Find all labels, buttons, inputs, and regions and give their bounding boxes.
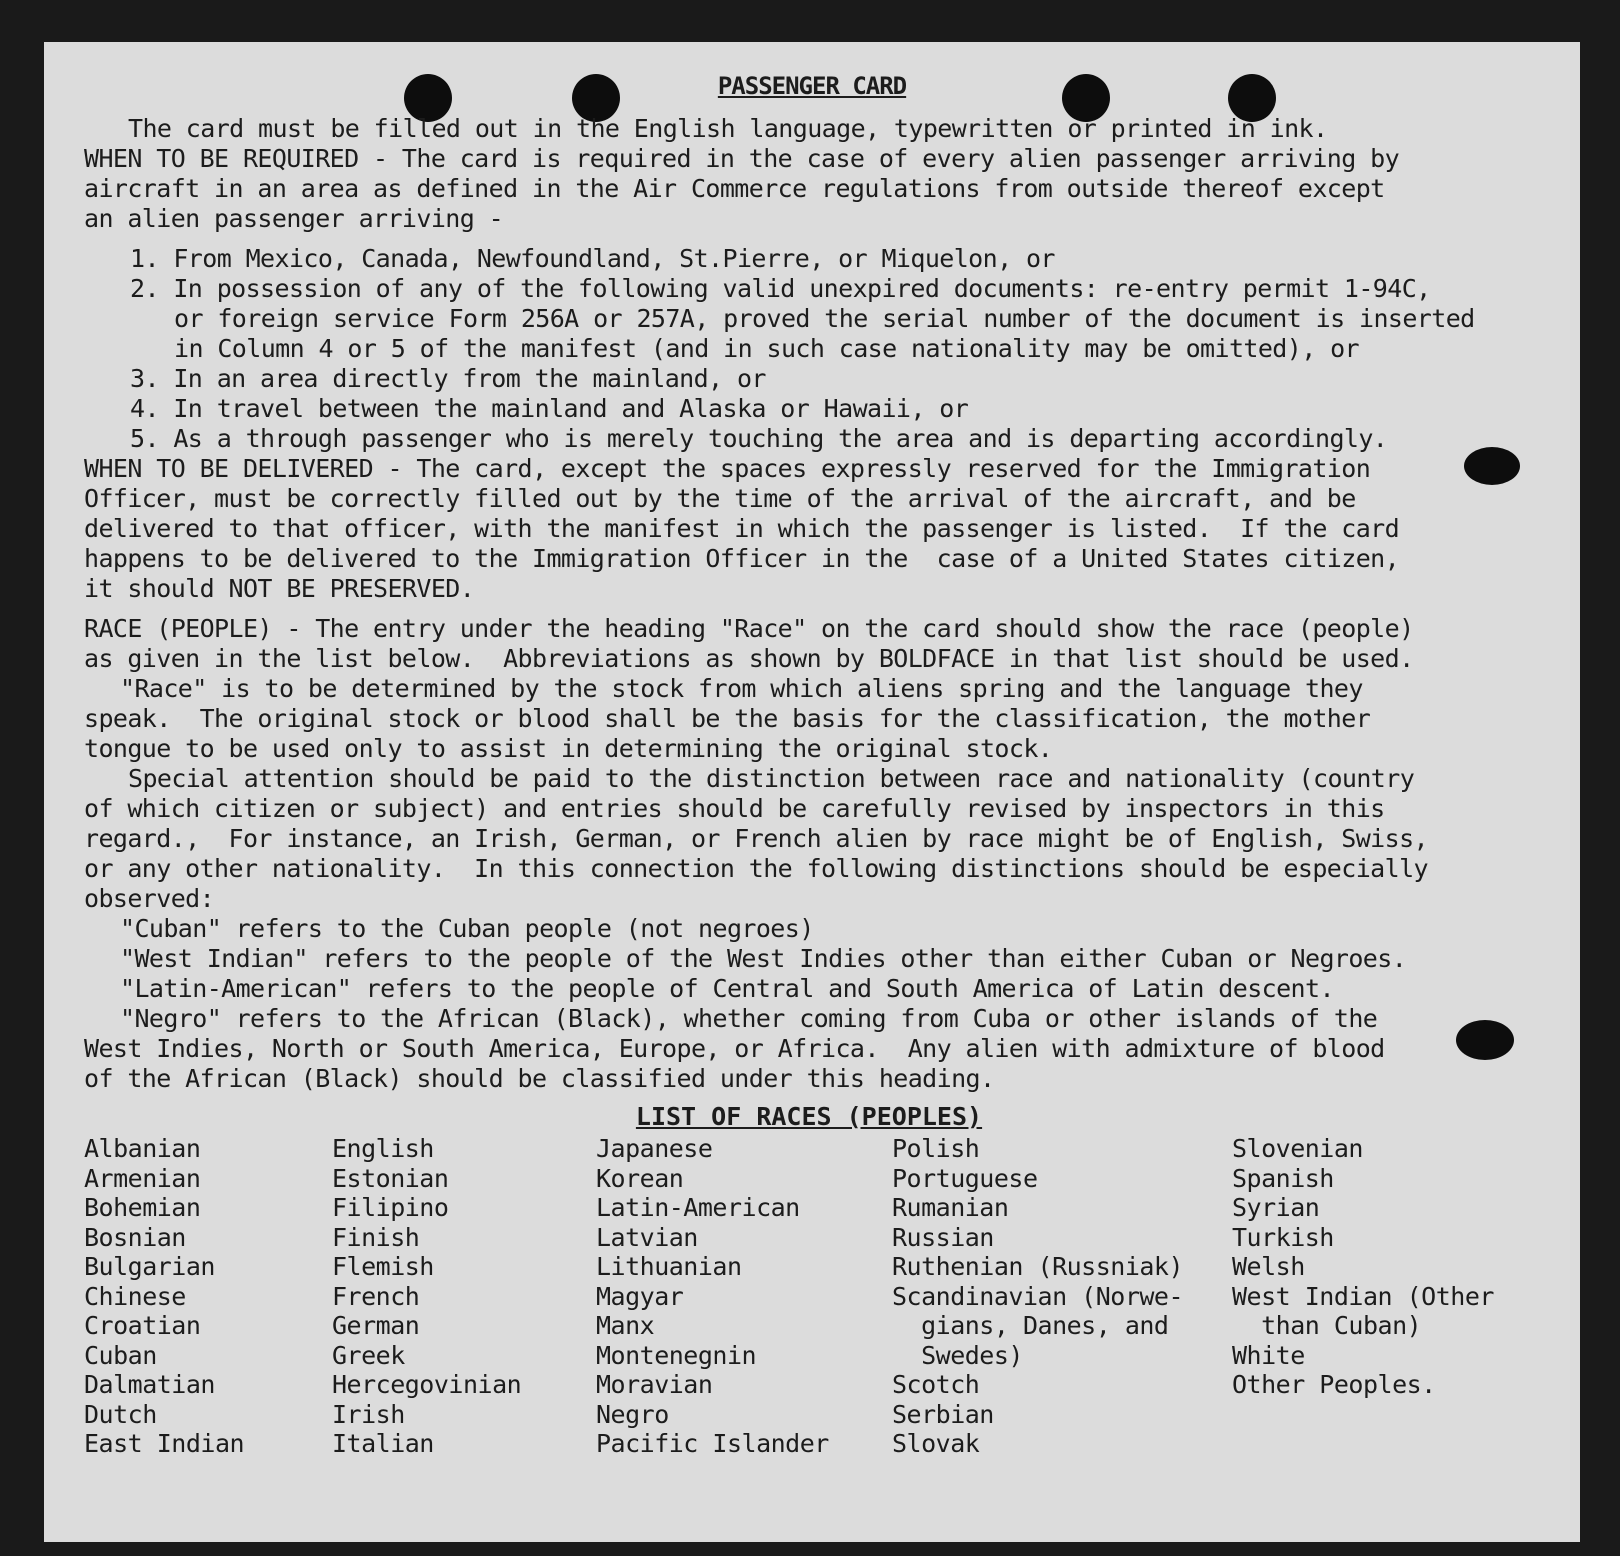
race-entry: Russian: [892, 1222, 994, 1252]
race-entry: Dalmatian: [84, 1370, 215, 1399]
race-entry: Portuguese: [892, 1163, 1038, 1193]
page-title: PASSENGER CARD: [717, 72, 907, 100]
races-list-title: LIST OF RACES (PEOPLES): [635, 1102, 983, 1131]
race-line: speak. The original stock or blood shall be the basis for the classification, the mother: [84, 704, 1371, 733]
race-line: West Indies, North or South America, Europe, or Africa. Any alien with admixture of blood: [84, 1034, 1385, 1063]
race-entry: Manx: [596, 1311, 655, 1340]
races-column-2: [332, 1134, 596, 1459]
race-line: "West Indian" refers to the people of the West Indies other than either Cuban or Negroes.: [120, 944, 1407, 973]
exception-item: 2. In possession of any of the following valid unexpired documents: re-entry permit 1-94C,: [130, 274, 1431, 303]
race-entry: Albanian: [84, 1134, 201, 1163]
race-entry: Estonian: [332, 1163, 449, 1193]
delivered-line: Officer, must be correctly filled out by the time of the arrival of the aircraft, and be: [84, 484, 1356, 513]
race-entry: Scotch: [892, 1370, 980, 1399]
races-column-3: [596, 1134, 892, 1459]
race-entry: Montenegnin: [596, 1340, 757, 1370]
race-entry: White: [1232, 1340, 1305, 1370]
delivered-line: it should NOT BE PRESERVED.: [84, 574, 475, 603]
race-entry: Flemish: [332, 1252, 434, 1281]
race-line: or any other nationality. In this connection the following distinctions should be especially: [84, 854, 1428, 883]
race-entry: Armenian: [84, 1163, 201, 1193]
race-entry: Serbian: [892, 1399, 994, 1429]
exception-item: in Column 4 or 5 of the manifest (and in such case nationality may be omitted), or: [174, 334, 1360, 363]
race-entry: Filipino: [332, 1193, 449, 1222]
races-list: [84, 1134, 1554, 1459]
race-entry: Bulgarian: [84, 1252, 215, 1281]
race-entry: East Indian: [84, 1429, 245, 1458]
race-line: observed:: [84, 884, 215, 913]
required-line: WHEN TO BE REQUIRED - The card is required in the case of every alien passenger arriving by: [84, 144, 1400, 173]
race-line: of the African (Black) should be classified under this heading.: [84, 1064, 995, 1093]
race-entry: Rumanian: [892, 1193, 1009, 1222]
exception-item: or foreign service Form 256A or 257A, proved the serial number of the document is inserted: [174, 304, 1475, 333]
race-entry: Syrian: [1232, 1193, 1320, 1222]
race-entry: Magyar: [596, 1281, 684, 1311]
race-line: tongue to be used only to assist in determining the original stock.: [84, 734, 1053, 763]
race-entry: Latin-American: [596, 1193, 800, 1222]
race-entry: Bosnian: [84, 1222, 186, 1252]
race-entry: Cuban: [84, 1340, 157, 1370]
delivered-line: happens to be delivered to the Immigration Officer in the case of a United States citizen,: [84, 544, 1400, 573]
race-entry: Swedes): [892, 1340, 1023, 1370]
passenger-card-sheet: [44, 42, 1580, 1542]
race-line: of which citizen or subject) and entries should be carefully revised by inspectors in this: [84, 794, 1385, 823]
exception-item: 1. From Mexico, Canada, Newfoundland, St.Pierre, or Miquelon, or: [130, 244, 1055, 273]
exception-item: 3. In an area directly from the mainland, or: [130, 364, 766, 393]
race-entry: Polish: [892, 1134, 980, 1163]
race-entry: Welsh: [1232, 1252, 1305, 1281]
race-line: "Negro" refers to the African (Black), whether coming from Cuba or other islands of the: [120, 1004, 1378, 1033]
required-line: aircraft in an area as defined in the Air Commerce regulations from outside thereof except: [84, 174, 1385, 203]
required-line: an alien passenger arriving -: [84, 204, 504, 233]
race-entry: Other Peoples.: [1232, 1370, 1436, 1399]
race-line: Special attention should be paid to the distinction between race and nationality (country: [128, 764, 1415, 793]
race-entry: Bohemian: [84, 1193, 201, 1222]
intro-line: The card must be filled out in the English language, typewritten or printed in ink.: [128, 114, 1328, 143]
race-entry: Negro: [596, 1399, 669, 1429]
race-entry: Latvian: [596, 1222, 698, 1252]
delivered-line: delivered to that officer, with the manifest in which the passenger is listed. If the card: [84, 514, 1400, 543]
race-entry: Japanese: [596, 1134, 713, 1163]
exception-item: 4. In travel between the mainland and Alaska or Hawaii, or: [130, 394, 969, 423]
race-entry: Finish: [332, 1222, 420, 1252]
race-entry: Turkish: [1232, 1222, 1334, 1252]
race-line: RACE (PEOPLE) - The entry under the heading "Race" on the card should show the race (people): [84, 614, 1414, 643]
race-entry: Slovak: [892, 1429, 980, 1458]
race-entry: Ruthenian (Russniak): [892, 1252, 1184, 1281]
race-line: regard., For instance, an Irish, German, or French alien by race might be of English, Swiss,: [84, 824, 1428, 853]
race-entry: Irish: [332, 1399, 405, 1429]
races-column-1: [84, 1134, 332, 1459]
race-entry: Moravian: [596, 1370, 713, 1399]
races-column-5: [1232, 1134, 1532, 1459]
race-line: "Cuban" refers to the Cuban people (not negroes): [120, 914, 814, 943]
race-line: "Race" is to be determined by the stock from which aliens spring and the language they: [120, 674, 1363, 703]
race-entry: Lithuanian: [596, 1252, 742, 1281]
race-entry: Italian: [332, 1429, 434, 1458]
race-entry: Chinese: [84, 1281, 186, 1311]
race-entry: Dutch: [84, 1399, 157, 1429]
race-entry: English: [332, 1134, 434, 1163]
race-line: "Latin-American" refers to the people of Central and South America of Latin descent.: [120, 974, 1334, 1003]
race-entry: Greek: [332, 1340, 405, 1370]
race-entry: Scandinavian (Norwe-: [892, 1281, 1184, 1311]
race-entry: Korean: [596, 1163, 684, 1193]
race-entry: West Indian (Other: [1232, 1281, 1494, 1311]
exception-item: 5. As a through passenger who is merely touching the area and is departing accordingly.: [130, 424, 1388, 453]
race-line: as given in the list below. Abbreviations as shown by BOLDFACE in that list should be used.: [84, 644, 1414, 673]
race-entry: German: [332, 1311, 420, 1340]
race-entry: Hercegovinian: [332, 1370, 522, 1399]
race-entry: Croatian: [84, 1311, 201, 1340]
race-entry: Slovenian: [1232, 1134, 1363, 1163]
race-entry: French: [332, 1281, 420, 1311]
races-column-4: [892, 1134, 1232, 1459]
race-entry: than Cuban): [1232, 1311, 1422, 1340]
race-entry: Spanish: [1232, 1163, 1334, 1193]
race-entry: Pacific Islander: [596, 1429, 829, 1458]
race-entry: gians, Danes, and: [892, 1311, 1169, 1340]
card-instructions: [84, 114, 1554, 1459]
delivered-line: WHEN TO BE DELIVERED - The card, except the spaces expressly reserved for the Immigration: [84, 454, 1371, 483]
